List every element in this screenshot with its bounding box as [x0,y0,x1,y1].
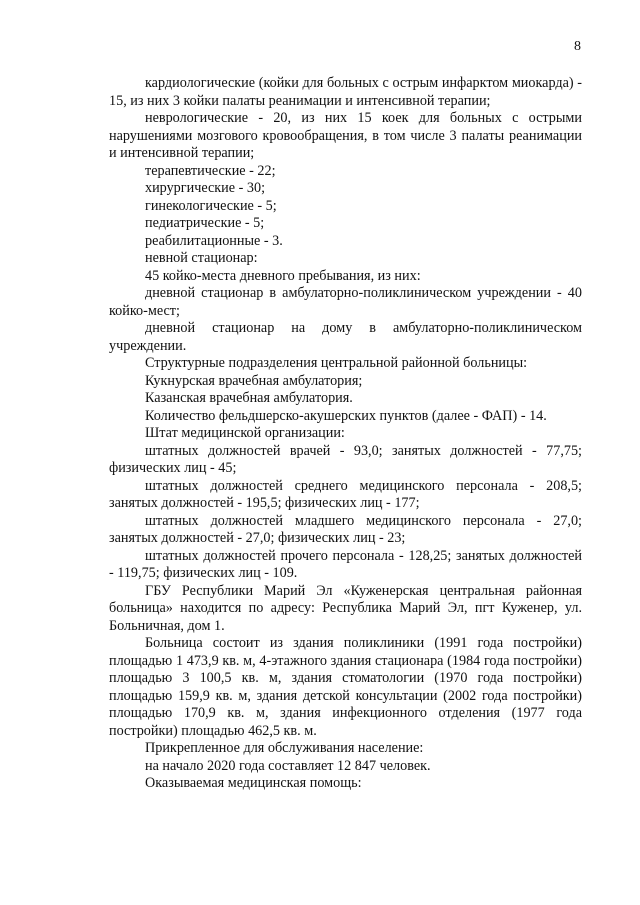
paragraph-fap-count: Количество фельдшерско-акушерских пунктов (далее - ФАП) - 14. [145,407,547,424]
paragraph-day-hospital-places: 45 койко-места дневного пребывания, из них: [145,267,421,284]
paragraph-gynecology-beds: гинекологические - 5; [145,197,277,214]
paragraph-population-heading: Прикрепленное для обслуживания население: [145,740,424,756]
document-body [109,75,582,793]
paragraph-staff-doctors: штатных должностей врачей - 93,0; занятых должностей - 77,75; физических лиц - 45; [109,442,582,476]
paragraph-day-hospital-outpatient: дневной стационар в амбулаторно-поликлиническом учреждении - 40 койко-мест; [109,285,582,319]
paragraph-cardiology-beds: кардиологические (койки для больных с острым инфарктом миокарда) - 15, из них 3 койки палаты реанимации и интенсивной терапии; [109,75,582,109]
paragraph-buildings: Больница состоит из здания поликлиники (1991 года постройки) площадью 1 473,9 кв. м, 4-этажного здания стационара (1984 года постройки) площадью 3 100,5 кв. м, здания стоматологии (1970 года постройки) площадью 159,9 кв. м, здания детской консультации (2002 года постройки) площадью 170,9 кв. м, здания инфекционного отделения (1977 года постройки) площадью 462,5 кв. м. [109,635,582,739]
paragraph-population-count: на начало 2020 года составляет 12 847 человек. [145,757,431,774]
paragraph-surgery-beds: хирургические - 30; [145,180,266,196]
page-number: 8 [574,39,581,54]
paragraph-address: ГБУ Республики Марий Эл «Куженерская центральная районная больница» находится по адресу: Республика Марий Эл, пгт Куженер, ул. Больничная, дом 1. [109,582,582,634]
paragraph-staff-junior: штатных должностей младшего медицинского персонала - 27,0; занятых должностей - 27,0; физических лиц - 23; [109,512,582,546]
paragraph-structural-units: Структурные подразделения центральной районной больницы: [145,355,528,371]
paragraph-pediatrics-beds: педиатрические - 5; [145,215,265,231]
paragraph-day-hospital-heading: невной стационар: [145,250,258,266]
paragraph-therapy-beds: терапевтические - 22; [145,162,276,179]
paragraph-staff-middle: штатных должностей среднего медицинского персонала - 208,5; занятых должностей - 195,5; физических лиц - 177; [109,477,582,511]
paragraph-neurology-beds: неврологические - 20, из них 15 коек для больных с острыми нарушениями мозгового кровообращения, в том числе 3 палаты реанимации и интенсивной терапии; [109,110,582,161]
paragraph-kuknur-ambulatory: Кукнурская врачебная амбулатория; [145,372,363,389]
paragraph-kazan-ambulatory: Казанская врачебная амбулатория. [145,390,353,406]
paragraph-medical-care: Оказываемая медицинская помощь: [145,775,362,791]
paragraph-staff-heading: Штат медицинской организации: [145,425,345,441]
paragraph-staff-other: штатных должностей прочего персонала - 128,25; занятых должностей - 119,75; физических лиц - 109. [109,547,582,581]
paragraph-day-hospital-home: дневной стационар на дому в амбулаторно-поликлиническом учреждении. [109,320,582,354]
paragraph-rehabilitation-beds: реабилитационные - 3. [145,232,283,249]
